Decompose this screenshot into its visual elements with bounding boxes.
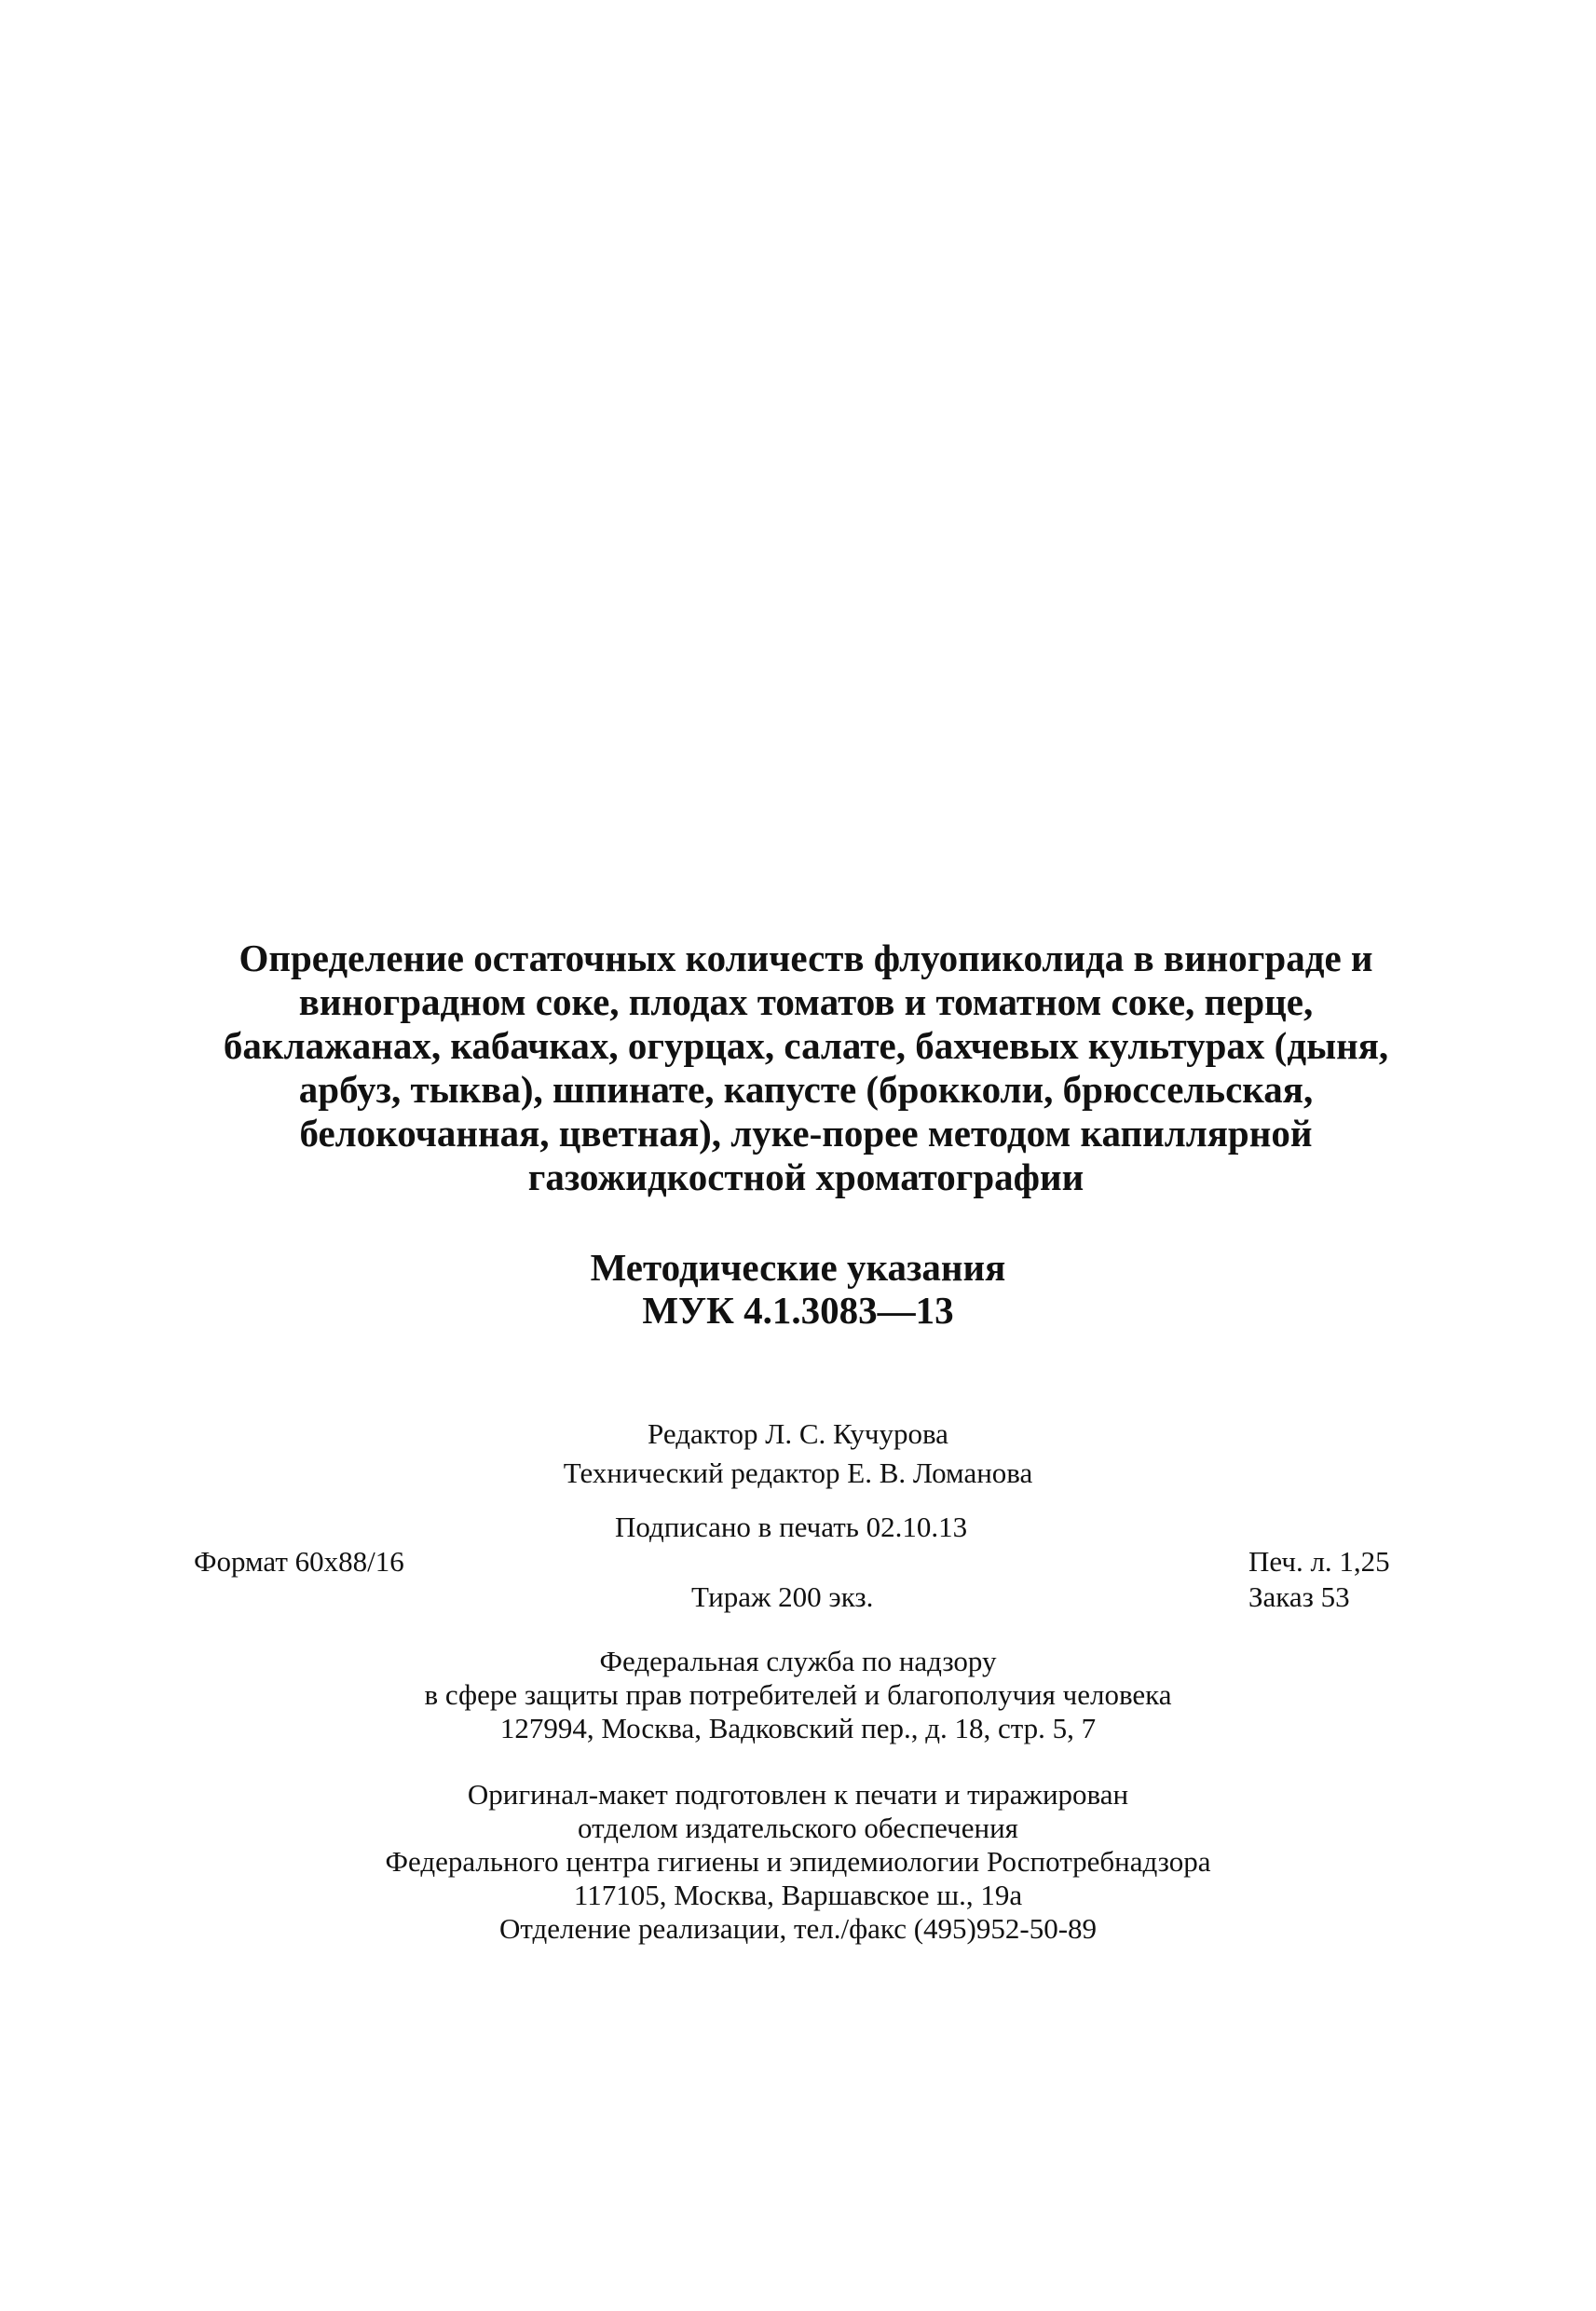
printed-sheets: Печ. л. 1,25	[1248, 1545, 1390, 1578]
publisher-line: в сфере защиты прав потребителей и благополучия человека	[424, 1678, 1172, 1711]
document-code: МУК 4.1.3083—13	[642, 1289, 954, 1332]
credits	[0, 1415, 1596, 1493]
publisher-line: Федеральная служба по надзору	[599, 1645, 997, 1677]
title-line: белокочанная, цветная), луке-порее методом капиллярной	[299, 1112, 1313, 1155]
editor-line: Редактор Л. С. Кучурова	[648, 1417, 948, 1450]
production-line: Федерального центра гигиены и эпидемиологии Роспотребнадзора	[385, 1845, 1211, 1878]
title-line: баклажанах, кабачках, огурцах, салате, бахчевых культурах (дыня,	[223, 1024, 1389, 1067]
production-block	[0, 1778, 1596, 1946]
print-run: Тираж 200 экз.	[691, 1580, 874, 1613]
sales-contact: Отделение реализации, тел./факс (495)952-50-89	[498, 1912, 1098, 1945]
production-line: Оригинал-макет подготовлен к печати и тиражирован	[467, 1778, 1129, 1811]
publisher-block	[0, 1645, 1596, 1745]
production-line: отделом издательского обеспечения	[578, 1812, 1018, 1844]
title-line: газожидкостной хроматографии	[527, 1156, 1084, 1198]
title-line: арбуз, тыква), шпинате, капусте (брокколи, брюссельская,	[298, 1068, 1314, 1111]
tech-editor-line: Технический редактор Е. В. Ломанова	[563, 1456, 1033, 1489]
publisher-address: 127994, Москва, Вадковский пер., д. 18, стр. 5, 7	[499, 1712, 1097, 1744]
paper-format: Формат 60х88/16	[194, 1545, 404, 1578]
title-line: виноградном соке, плодах томатов и томатном соке, перце,	[298, 980, 1314, 1023]
production-address: 117105, Москва, Варшавское ш., 19а	[573, 1879, 1023, 1911]
title-line: Определение остаточных количеств флуопиколида в винограде и	[239, 937, 1373, 979]
signed-date: Подписано в печать 02.10.13	[615, 1511, 968, 1543]
document-title	[168, 937, 1444, 1199]
document-type: Методические указания	[590, 1246, 1006, 1289]
order-number: Заказ 53	[1248, 1580, 1350, 1613]
